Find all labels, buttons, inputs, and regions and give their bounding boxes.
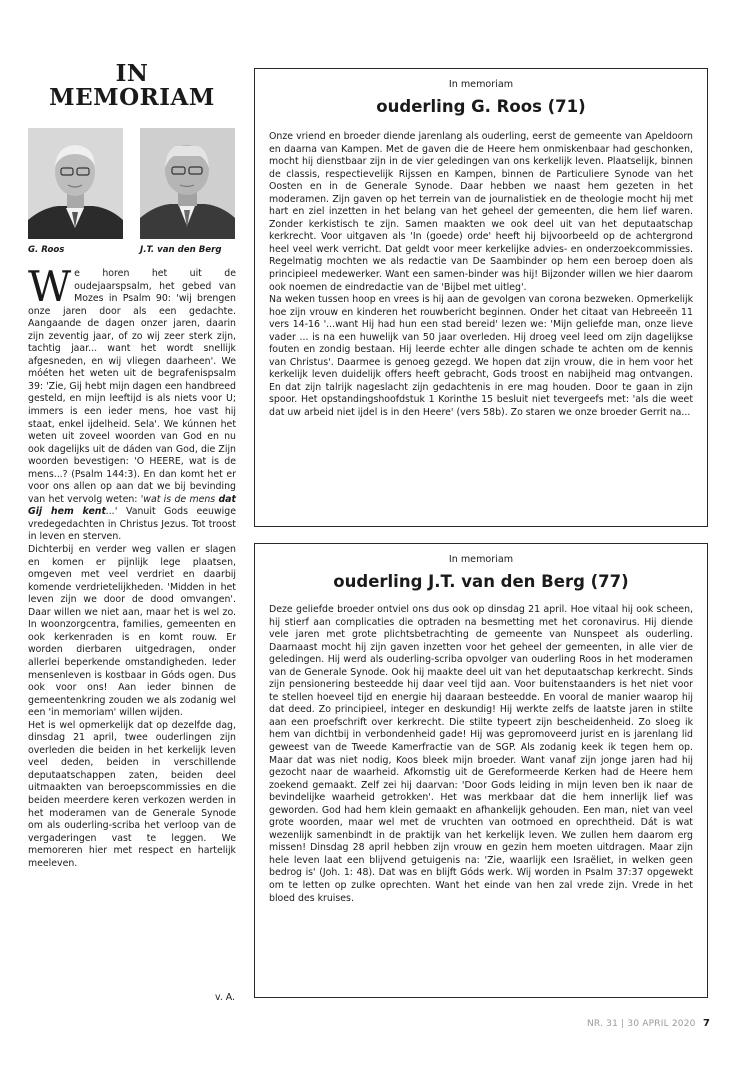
intro-paragraph-3: Het is wel opmerkelijk dat op dezelfde dag, dinsdag 21 april, twee ouderlingen zijn overleden die beiden in het kerkelijk leven veel deden, beiden in verschillende deputaatschappen zaten, beiden deel uitmaakten van beroepscommissies en die beiden meerdere keren verkozen werden in het moderamen van de Generale Synode om als ouderling-scriba het verloop van de vergaderingen vast te leggen. We memoreren hier met respect en hartelijk meeleven. bbox=[28, 719, 236, 869]
intro-text-1: e horen het uit de oudejaarspsalm, het gebed van Mozes in Psalm 90: 'wij brengen onze jaren door als een gedachte. Aangaande de dagen onzer jaren, daarin zijn zeventig jaar, of zo wij zeer sterk zijn, tachtig jaar... want het wordt snellijk afgesneden, en wij vliegen daarheen'. We móéten het weten uit de begrafenispsalm 39: 'Zie, Gij hebt mijn dagen een handbreed gesteld, en mijn leeftijd is als niets voor U; immers is een ieder mens, hoe vast hij staat, enkel ijdelheid. Sela'. We kúnnen het weten uit zoveel woorden van God en nu ook dagelijks uit de dáden van God, die Zijn woorden bevestigen: 'O HEERE, wat is de mens...? (Psalm 144:3). En dan komt het er voor ons allen op aan dat we bij bevinding van het vervolg weten: bbox=[28, 268, 236, 505]
box-title: ouderling G. Roos (71) bbox=[376, 97, 586, 116]
portrait-photos bbox=[28, 128, 236, 268]
page-number: 7 bbox=[703, 1018, 710, 1029]
portrait-roos bbox=[28, 128, 123, 239]
intro-paragraph-1 bbox=[28, 262, 236, 544]
box-body bbox=[269, 604, 693, 905]
quote-part-b: dat Gij hem kent bbox=[28, 493, 236, 518]
drop-cap: W bbox=[28, 262, 72, 311]
memoriam-box-van-den-berg bbox=[254, 543, 708, 998]
memoriam-box-roos bbox=[254, 68, 708, 527]
portrait-van-den-berg bbox=[140, 128, 235, 239]
box-paragraph: Deze geliefde broeder ontviel ons dus ook op dinsdag 21 april. Hoe vitaal hij ook scheen, hij stierf aan complicaties die optraden na besmetting met het coronavirus. Hij diende vele jaren met grote plichtsbetrachting de gemeente van Nunspeet als ouderling. Daarnaast mocht hij zijn gaven inzetten voor het geheel der gemeenten, in alle vier de geledingen. Hij werd als ouderling-scriba opvolger van ouderling Roos in het moderamen van de Generale Synode. Ook hij maakte deel uit van het deputaatschap kerkrecht. Sinds zijn pensionering besteedde hij daar veel tijd aan. Voor buitenstaanders is het niet voor te stellen hoeveel tijd en energie hij daaraan besteedde. En vooral de manier waarop hij dat deed. Zo principieel, integer en deskundig! Hij werkte zelfs de laatste jaren in stilte aan een proefschrift over kerkrecht. Die stilte typeert zijn bescheidenheid. Zo sloeg ik hem van dichtbij in verbondenheid gade! Hij was gepromoveerd jurist en is jarenlang lid geweest van de Tweede Kamerfractie van de SGP. Als zodanig keek ik tegen hem op. Maar dat was niet nodig, Koos bleek mijn broeder. Want vanaf zijn jonge jaren had hij gezocht naar de waarheid. Afkomstig uit de Gereformeerde Kerken had de Heere hem zoekend gemaakt. Zelf zei hij daarvan: 'Door Gods leiding in mijn leven ben ik naar de bevindelijke waarheid getrokken'. Het was merkbaar dat die hem innerlijk lief was geworden. God had hem klein gemaakt en afhankelijk gehouden. Een man, niet van veel grote woorden, maar wel met de vruchten van ootmoed en oprechtheid. Dát is wat wezenlijk samenbindt in de praktijk van het kerkelijk leven. We zullen hem daarom erg missen! Dinsdag 28 april hebben zijn vrouw en gezin hem moeten uitdragen. Maar zijn hele leven laat een blijvend getuigenis na: 'Zie, waarlijk een Israëliet, in welken geen bedrog is' (Joh. 1: 48). Dat was en blijft Góds werk. Wij worden in Psalm 37:37 opgewekt om te letten op zulke oprechten. Want het einde van hen zal vrede zijn. Vrede in het bloed des kruises. bbox=[269, 604, 693, 904]
box-paragraph: Onze vriend en broeder diende jarenlang als ouderling, eerst de gemeente van Apeldoorn en daarna van Kampen. Met de gaven die de Heere hem onmiskenbaar had geschonken, mocht hij dienstbaar zijn in de vier geledingen van ons kerkelijk leven. Plaatselijk, binnen de classis, respectievelijk Rijssen en Kampen, binnen de Particuliere Synode van het Oosten en in de Generale Synode. Daar hebben we naast hem gezeten in het moderamen. Zijn gaven op het terrein van de journalistiek en de theologie mocht hij met hart en ziel inzetten in het belang van het geheel der gemeenten, die hem lief waren. Zonder kerkistisch te zijn. Samen maakten we ook deel uit van het deputaatschap kerkrecht. Voor uitgaven als 'In (goede) orde' heeft hij bijvoorbeeld op de achtergrond heel veel werk verricht. Dat geldt voor meer kerkelijke advies- en onderzoekcommissies. Regelmatig mochten we als redactie van De Saambinder op hem een beroep doen als principieel medewerker. Want een samen-binder was hij! Bijzonder willen we hier daarom ook noemen de eindredactie van de 'Bijbel met uitleg'. bbox=[269, 131, 693, 293]
masthead bbox=[28, 62, 236, 110]
intro-article bbox=[28, 262, 236, 870]
left-column bbox=[28, 62, 236, 268]
quote-part-a: 'wat is de mens bbox=[140, 493, 219, 505]
box-paragraph: Na weken tussen hoop en vrees is hij aan de gevolgen van corona bezweken. Opmerkelijk hoe zijn vrouw en kinderen het rouwbericht beginnen. Onder het citaat van Hebreeën 11 vers 14-16 '...want Hij had hun een stad bereid' lezen we: 'Mijn geliefde man, onze lieve vader ... is na een huwelijk van 50 jaar overleden. Hij droeg veel leed om zijn dagelijkse fouten en zondig bestaan. Hij leerde echter alle dingen schade te achten om de kennis van Christus'. Daarmee is genoeg gezegd. We hopen dat zijn vrouw, die in hem voor het kerkelijk leven duidelijk offers heeft gebracht, Gods troost en nabijheid mag ontvangen. En dat zijn talrijk nageslacht zijn gedachtenis in ere mag houden. Door te gaan in zijn spoor. Het opstandingshoofdstuk 1 Korinthe 15 besluit niet tevergeefs met: 'als die weet dat uw arbeid niet ijdel is in den Heere' (vers 58b). Zo staren we onze broeder Gerrit na... bbox=[269, 294, 693, 419]
box-kicker: In memoriam bbox=[448, 554, 514, 565]
box-body bbox=[269, 131, 693, 420]
box-title: ouderling J.T. van den Berg (77) bbox=[333, 572, 629, 591]
masthead-line1: IN bbox=[115, 60, 149, 87]
quote-part-c: ...' bbox=[105, 506, 118, 518]
intro-text-1-tail: Vanuit Gods eeuwige vredegedachten in Christus Jezus. Tot troost in leven en sterven. bbox=[28, 506, 236, 543]
caption-van-den-berg: J.T. van den Berg bbox=[140, 245, 222, 255]
box-kicker: In memoriam bbox=[448, 79, 514, 90]
masthead-line2: MEMORIAM bbox=[49, 84, 215, 111]
signature: v. A. bbox=[215, 992, 236, 1003]
caption-roos: G. Roos bbox=[28, 245, 65, 255]
intro-paragraph-2: Dichterbij en verder weg vallen er slagen en komen er pijnlijk lege plaatsen, omgeven met veel verdriet en daarbij komende verdrietelijkheden. 'Midden in het leven zijn we door de dood omvangen'. Daar willen we niet aan, maar het is wel zo. In woonzorgcentra, families, gemeenten en ook kerkenraden is en komt rouw. Er worden dierbaren uitgedragen, onder allerlei beperkende omstandigheden. Ieder mensenleven is kostbaar in Góds ogen. Dus ook voor ons! Aan ieder binnen de gemeentenkring zouden we als zodanig wel een 'in memoriam' willen wijden. bbox=[28, 544, 236, 719]
issue-info: NR. 31 | 30 APRIL 2020 bbox=[587, 1019, 696, 1029]
